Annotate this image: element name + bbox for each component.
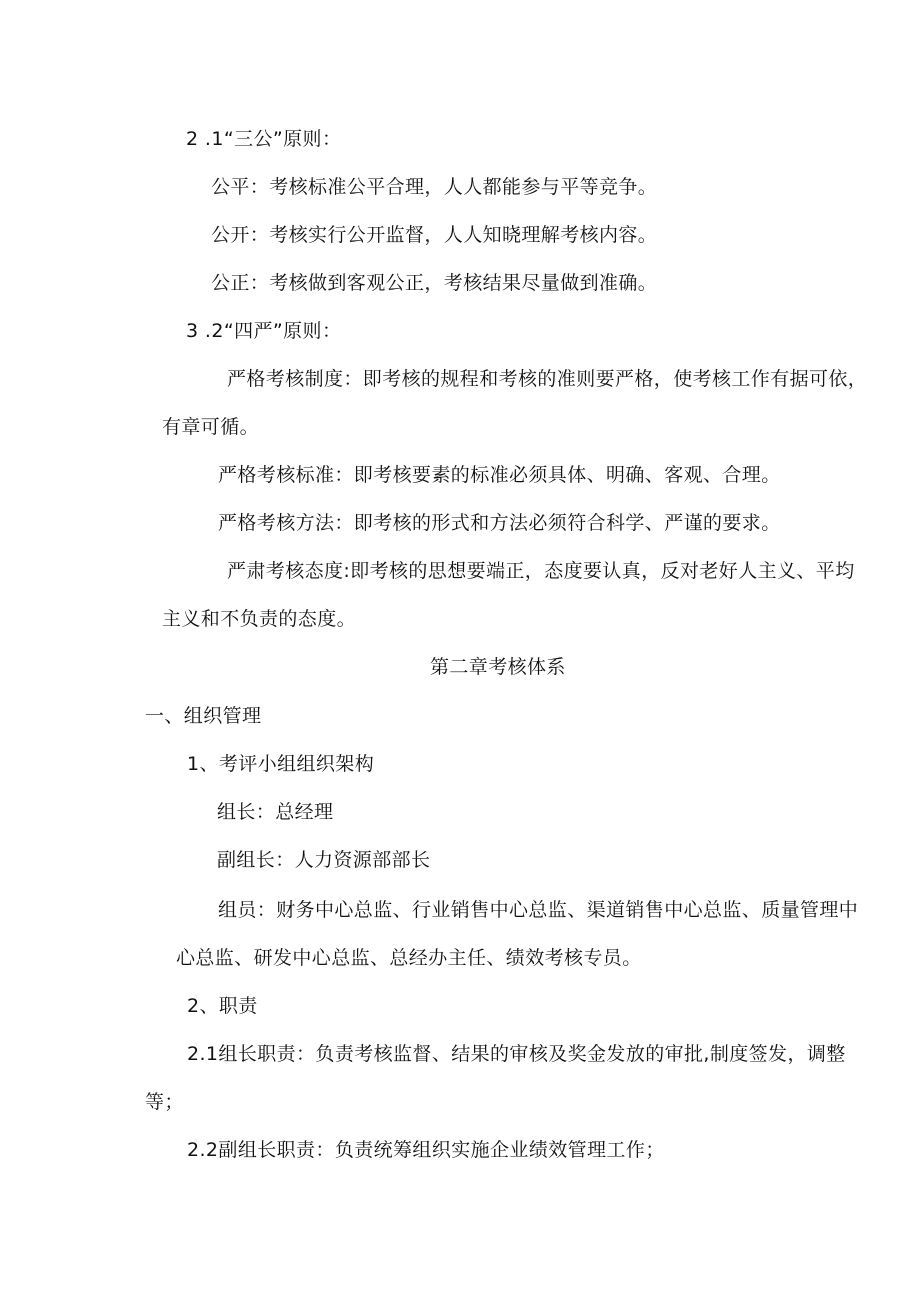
chapter-title: 第二章考核体系 [430,656,566,678]
open-principle-text: 公开：考核实行公开监督，人人知晓理解考核内容。 [211,224,658,246]
leader-duty-text-line1: 2.1组长职责：负责考核监督、结果的审核及奖金发放的审批,制度签发，调整 [187,1043,846,1065]
item-heading-duties: 2、职责 [187,995,258,1017]
strict-system-text-line2: 有章可循。 [162,416,260,438]
san-gong-principle-heading: 2 .1“三公”原则： [186,128,342,150]
members-text-line1: 组员：财务中心总监、行业销售中心总监、渠道销售中心总监、质量管理中 [218,899,859,921]
strict-standard-text: 严格考核标准：即考核要素的标准必须具体、明确、客观、合理。 [218,464,781,486]
deputy-duty-text: 2.2副组长职责：负责统筹组织实施企业绩效管理工作； [187,1139,665,1161]
deputy-leader-text: 副组长：人力资源部部长 [217,849,431,871]
leader-text: 组长：总经理 [217,801,334,823]
serious-attitude-text-line1: 严肃考核态度:即考核的思想要端正，态度要认真，反对老好人主义、平均 [227,560,855,582]
si-yan-principle-heading: 3 .2“四严”原则： [186,320,342,342]
members-text-line2: 心总监、研发中心总监、总经办主任、绩效考核专员。 [176,947,642,969]
strict-method-text: 严格考核方法：即考核的形式和方法必须符合科学、严谨的要求。 [218,512,781,534]
leader-duty-text-line2: 等； [145,1091,184,1113]
section-heading-organization: 一、组织管理 [145,705,262,727]
serious-attitude-text-line2: 主义和不负责的态度。 [162,608,357,630]
item-heading-committee-structure: 1、考评小组组织架构 [187,753,375,775]
just-principle-text: 公正：考核做到客观公正，考核结果尽量做到准确。 [211,272,658,294]
strict-system-text-line1: 严格考核制度：即考核的规程和考核的准则要严格，使考核工作有据可依， [227,368,868,390]
fair-principle-text: 公平：考核标准公平合理，人人都能参与平等竞争。 [211,176,658,198]
